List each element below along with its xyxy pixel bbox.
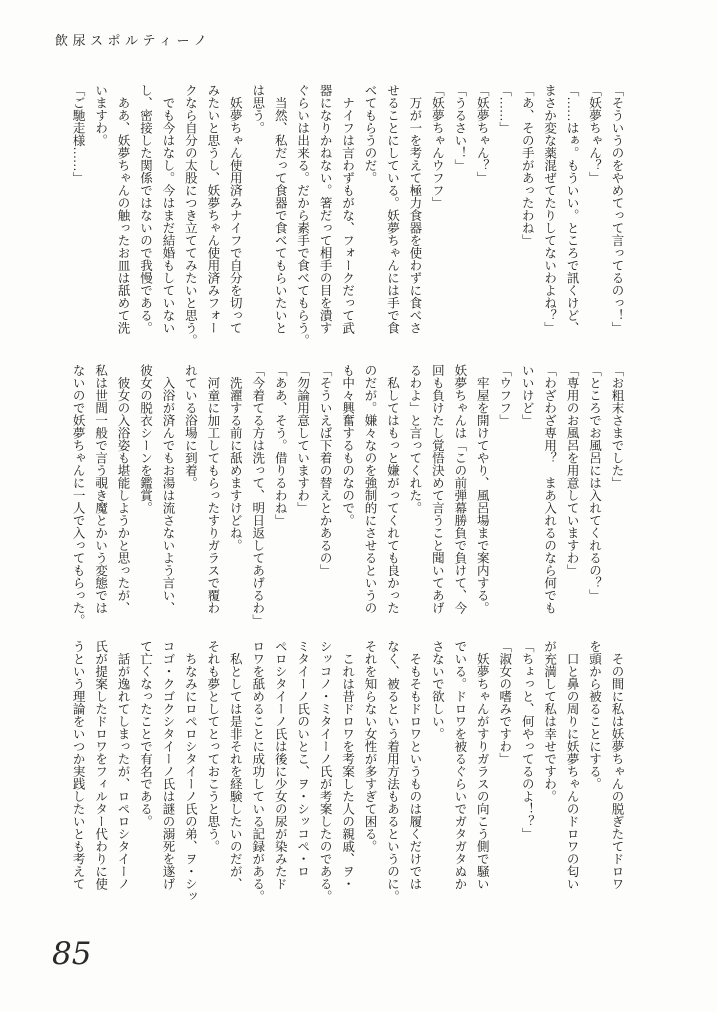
text-line: 「妖夢ちゃん？」: [587, 84, 602, 184]
text-line: れている浴場に到着。: [183, 364, 198, 489]
text-line: ちなみにロペロシタイーノ氏の弟、ヲ・シッ: [183, 640, 198, 903]
text-line: 「そういうのをやめてって言ってるのっ！」: [610, 84, 624, 334]
text-line: ぐらいは出来る。だから素手で食べてもらう。: [295, 84, 310, 347]
text-line: いますわ。: [93, 84, 108, 147]
text-line: 「ご馳走様……」: [71, 84, 86, 184]
page-number: 85: [52, 936, 92, 972]
text-line: みたいと思うし、妖夢ちゃん使用済みフォー: [205, 84, 220, 334]
text-line: 「そういえば下着の替えとかあるの」: [318, 364, 333, 577]
text-line: が充満して私は幸せですわ。: [542, 640, 557, 803]
text-line: そもそもドロワというものは履くだけでは: [407, 640, 422, 890]
text-line: ペロシタイーノ氏は後に少女の尿が染みたド: [273, 640, 288, 890]
text-band-middle: [67, 364, 628, 630]
text-line: 「……はぁ。もういい。ところで訊くけど、: [565, 84, 580, 334]
text-line: 「勿論用意していますわ」: [295, 364, 310, 514]
text-line: これは昔ドロワを考案した人の親戚、ヲ・: [340, 640, 355, 890]
text-line: ロワを舐めることに成功している記録がある。: [250, 640, 265, 903]
text-line: コゴ・クゴクシタイーノ氏は謎の溺死を遂げ: [160, 640, 175, 890]
text-line: さないで欲しい。: [430, 640, 445, 740]
text-line: 「専用のお風呂を用意していますわ」: [565, 364, 580, 577]
text-line: いいけど」: [520, 364, 535, 427]
text-line: まさか変な薬混ぜてたりしてないわよね？」: [542, 84, 557, 334]
text-line: 「わざわざ専用？ まあ入れるのなら何でも: [542, 364, 557, 614]
text-line: 私は世間一般で言う覗き魔とかいう変態では: [93, 364, 108, 614]
text-line: のだが。嫌々なのを強制的にさせるというの: [363, 364, 378, 614]
text-line: 「ウフフ」: [497, 364, 512, 427]
text-line: し、密接した関係ではないので我慢である。: [138, 84, 153, 334]
text-line: 妖夢ちゃんがすりガラスの向こう側で騒い: [475, 640, 490, 890]
text-line: 河童に加工してもらったすりガラスで覆わ: [205, 364, 220, 614]
text-line: ないので妖夢ちゃんに一人で入ってもらった。: [71, 364, 86, 627]
text-line: シッコノ・ミタイーノ氏が考案したのである。: [318, 640, 333, 903]
text-line: 器になりかねない。箸だって相手の目を潰す: [318, 84, 333, 334]
text-line: を頭から被ることにする。: [587, 640, 602, 790]
text-line: でいる。ドロワを被るぐらいでガタガタぬか: [452, 640, 467, 890]
text-line: 「ちょっと、何やってるのよ！？」: [520, 640, 535, 840]
text-line: 「妖夢ちゃんウフフ」: [430, 84, 445, 209]
text-line: ああ、妖夢ちゃんの触ったお皿は舐めて洗: [116, 84, 131, 334]
text-line: 話が逸れてしまったが、ロペロシタイーノ: [116, 640, 131, 890]
text-line: 洗濯する前に舐めますけどね。: [228, 364, 243, 552]
text-line: 妖夢ちゃんは「この前弾幕勝負で負けて、今: [452, 364, 467, 614]
text-line: 「ところでお風呂には入れてくれるの？」: [587, 364, 602, 602]
text-line: は思う。: [250, 84, 265, 134]
text-line: 「お粗末さまでした」: [610, 364, 624, 489]
text-line: べてもらうのだ。: [363, 84, 378, 184]
text-line: 入浴が済んでもお湯は流さないよう言い、: [160, 364, 175, 614]
text-line: 口と鼻の周りに妖夢ちゃんのドロワの匂い: [565, 640, 580, 890]
text-line: 「あ、その手があったわね」: [520, 84, 535, 247]
text-line: 彼女の脱衣シーンを鑑賞。: [138, 364, 153, 514]
text-line: 「妖夢ちゃん？」: [475, 84, 490, 184]
text-line: 「ああ、そう。借りるわね」: [273, 364, 288, 527]
text-line: 私としては是非それを経験したいのだが、: [228, 640, 243, 890]
text-line: 氏が提案したドロワをフィルター代わりに使: [93, 640, 108, 890]
text-line: なく、被るという着用方法もあるというのに。: [385, 640, 400, 903]
text-line: 妖夢ちゃん使用済みナイフで自分を切って: [228, 84, 243, 334]
text-line: 牢屋を開けてやり、風呂場まで案内する。: [475, 364, 490, 614]
text-line: 当然、私だって食器で食べてもらいたいと: [273, 84, 288, 334]
text-line: 「うるさい！」: [452, 84, 467, 172]
text-line: 回も負けたし覚悟決めて言うこと聞いてあげ: [430, 364, 445, 614]
text-line: 彼女の入浴姿も堪能しようかと思ったが、: [116, 364, 131, 614]
text-line: それも夢としてとっておこうと思う。: [205, 640, 220, 853]
text-line: 「……」: [497, 84, 512, 134]
text-line: るわよ」と言ってくれた。: [407, 364, 422, 514]
text-line: ミタイーノ氏のいとこ、ヲ・シッコペ・ロ: [295, 640, 310, 878]
text-line: て亡くなったことで有名である。: [138, 640, 153, 828]
text-line: せることにしている。妖夢ちゃんには手で食: [385, 84, 400, 334]
text-line: 万が一を考えて極力食器を使わずに食べさ: [407, 84, 422, 334]
running-header-title: 飲尿スポルティーノ: [55, 33, 212, 48]
text-line: それを知らない女性が多すぎて困る。: [363, 640, 378, 853]
text-line: でも今はなし。今はまだ結婚もしていない: [160, 84, 175, 334]
text-line: ナイフは言わずもがな、フォークだって武: [340, 84, 355, 334]
text-line: クなら自分の太股につき立ててみたいと思う。: [183, 84, 198, 347]
text-line: 「淑女の嗜みですわ」: [497, 640, 512, 765]
text-band-bottom: [67, 640, 628, 906]
text-line: も中々興奮するものなので。: [340, 364, 355, 527]
text-line: 私してはもっと嫌がってくれても良かった: [385, 364, 400, 614]
text-line: うという理論をいつか実践したいとも考えて: [71, 640, 86, 890]
text-line: 「今着てる方は洗って、明日返してあげるわ」: [250, 364, 265, 627]
text-band-top: [67, 84, 628, 350]
text-line: その間に私は妖夢ちゃんの脱ぎたてドロワ: [610, 640, 624, 890]
